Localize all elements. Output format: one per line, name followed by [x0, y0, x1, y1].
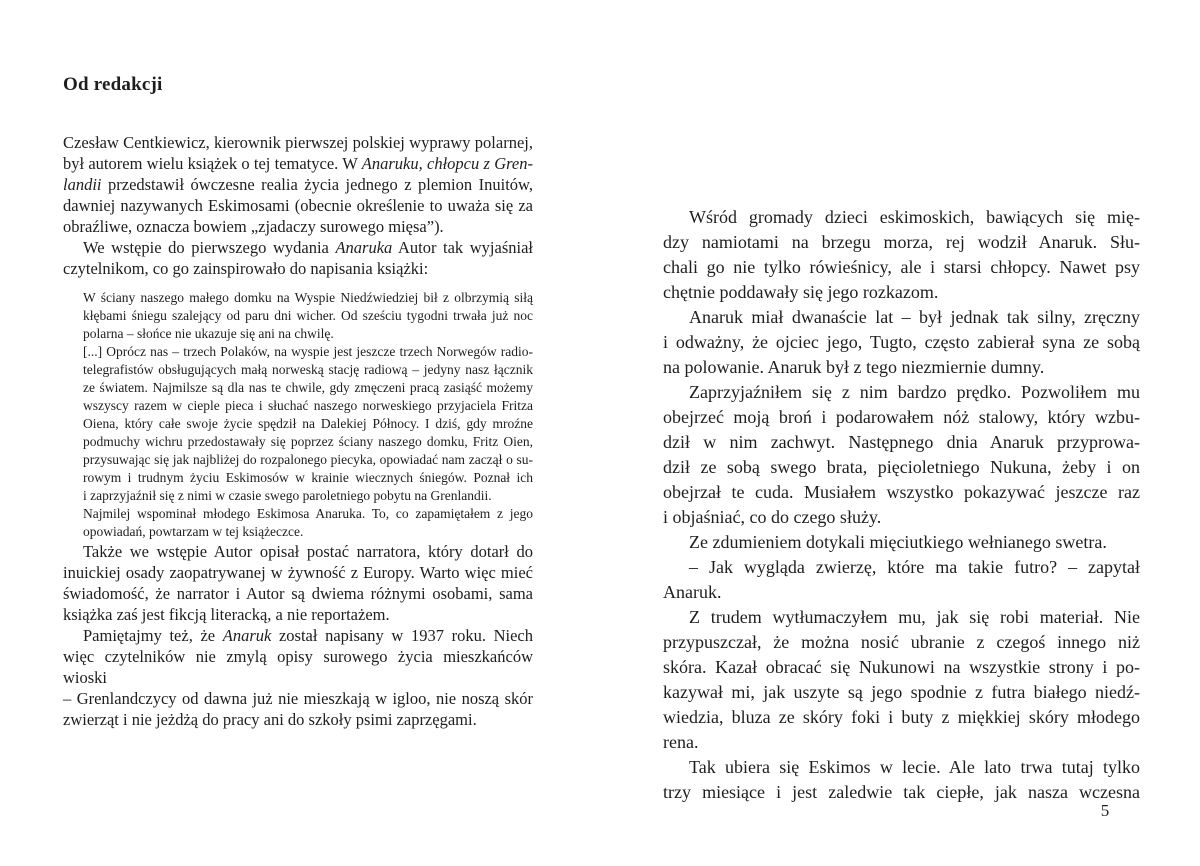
text-line: trzy miesiące i jest zaledwie tak ciepłe, jak nasza wczesna	[663, 782, 1140, 802]
text-line: przypuszczał, że można nosić ubranie z czegoś innego niż	[663, 632, 1140, 652]
text-line: rowym i trudnym życiu Eskimosów w krainie wiecznych śniegów. Poznał ich	[83, 470, 533, 485]
text-line: chali go nie tylko rówieśnicy, ale i starsi chłopcy. Nawet psy	[663, 257, 1140, 277]
paragraph	[83, 343, 533, 505]
text-line: dził w nim zachwyt. Następnego dnia Anaruk przyprowa-	[663, 432, 1140, 452]
paragraph	[83, 505, 533, 541]
text-line: telegrafistów obsługujących małą norweską stację radiową – jedyny nasz łącznik	[83, 362, 533, 377]
text-line: obraźliwe, oznacza bowiem „zjadaczy surowego mięsa”).	[63, 217, 444, 236]
paragraph	[63, 237, 533, 279]
left-intro-paragraphs	[63, 132, 533, 279]
text-line: Oiena, który całe swoje życie spędził na Dalekiej Północy. I dziś, gdy mroźne	[83, 416, 533, 431]
text-line: [...] Oprócz nas – trzech Polaków, na wyspie jest jeszcze trzech Norwegów radio-	[83, 344, 533, 359]
text-line: dził ze sobą swego brata, pięcioletniego Nukuna, żeby i on	[663, 457, 1140, 477]
text-line: wiedzia, bluza ze skóry foki i buty z miękkiej skóry młodego	[663, 707, 1140, 727]
text-line: i objaśniać, co do czego służy.	[663, 507, 882, 527]
text-line: Także we wstępie Autor opisał postać narratora, który dotarł do	[83, 542, 533, 561]
text-line: chętnie poddawały się jego rozkazom.	[663, 282, 939, 302]
paragraph	[63, 132, 533, 237]
story-paragraphs	[663, 205, 1140, 805]
section-heading: Od redakcji	[63, 74, 163, 95]
text-line: kazywał mi, jak uszyte są jego spodnie z futra białego niedź-	[663, 682, 1140, 702]
text-line: książka zaś jest fikcją literacką, a nie reportażem.	[63, 605, 390, 624]
text-line: i zaprzyjaźnił się z nimi w czasie swego paroletniego pobytu na Grenlandii.	[83, 488, 492, 503]
text-line: zwierząt i nie jeżdżą do pracy ani do szkoły psimi zaprzęgami.	[63, 710, 477, 729]
text-line: i odważny, że ojciec jego, Tugto, często zabierał syna ze sobą	[663, 332, 1140, 352]
text-line: podmuchy wichru przedostawały się poprzez ściany naszego domku, Fritz Oien,	[83, 434, 533, 449]
text-line: Najmilej wspominał młodego Eskimosa Anaruka. To, co zapamiętałem z jego	[83, 506, 533, 521]
paragraph	[663, 205, 1140, 305]
text-line: landii przedstawił ówczesne realia życia jednego z plemion Inuitów,	[63, 175, 533, 194]
text-line: dawniej nazywanych Eskimosami (obecnie określenie to uważa się za	[63, 196, 533, 215]
text-line: Z trudem wytłumaczyłem mu, jak się robi materiał. Nie	[689, 607, 1140, 627]
text-line: przysuwając się jak najbliżej do rozpalonego piecyka, opowiadać nam zaczął o su-	[83, 452, 533, 467]
text-line: W ściany naszego małego domku na Wyspie Niedźwiedziej bił z olbrzymią siłą	[83, 290, 533, 305]
paragraph	[663, 755, 1140, 805]
right-page	[663, 205, 1140, 805]
paragraph	[63, 625, 533, 730]
text-line: Tak ubiera się Eskimos w lecie. Ale lato trwa tutaj tylko	[689, 757, 1140, 777]
paragraph	[663, 555, 1140, 605]
text-line: opowiadań, powtarzam w tej książeczce.	[83, 524, 304, 539]
text-line: Wśród gromady dzieci eskimoskich, bawiących się mię-	[689, 207, 1140, 227]
text-line: We wstępie do pierwszego wydania Anaruka Autor tak wyjaśniał	[83, 238, 533, 257]
paragraph	[663, 380, 1140, 530]
text-line: Zaprzyjaźniłem się z nim bardzo prędko. Pozwoliłem mu	[689, 382, 1140, 402]
text-line: Pamiętajmy też, że Anaruk został napisany w 1937 roku. Niech	[83, 626, 533, 645]
text-line: ze światem. Najmilsze są dla nas te chwile, gdy zmęczeni pracą zasiąść możemy	[83, 380, 533, 395]
text-line: czytelnikom, co go zainspirowało do napisania książki:	[63, 259, 429, 278]
text-line: inuickiej osady zaopatrywanej w żywność z Europy. Warto więc mieć	[63, 563, 533, 582]
text-line: na polowanie. Anaruk był z tego niezmiernie dumny.	[663, 357, 1045, 377]
paragraph	[663, 530, 1140, 555]
paragraph	[663, 305, 1140, 380]
text-line: Ze zdumieniem dotykali mięciutkiego wełnianego swetra.	[689, 532, 1107, 552]
text-line: – Grenlandczycy od dawna już nie mieszkają w igloo, nie noszą skór	[63, 689, 533, 708]
text-line: więc czytelników nie zmylą opisy surowego życia mieszkańców wioski	[63, 647, 533, 687]
page-number: 5	[1100, 801, 1110, 820]
text-line: kłębami śniegu szalejący od paru dni wicher. Od sześciu tygodni trwała już noc	[83, 308, 533, 323]
text-line: Czesław Centkiewicz, kierownik pierwszej polskiej wyprawy polarnej,	[63, 133, 533, 152]
text-line: polarna – słońce nie ukazuje się ani na chwilę.	[83, 326, 334, 341]
text-line: Anaruk miał dwanaście lat – był jednak tak silny, zręczny	[689, 307, 1140, 327]
text-line: był autorem wielu książek o tej tematyce. W Anaruku, chłopcu z Gren-	[63, 154, 533, 173]
paragraph	[63, 541, 533, 625]
text-line: obejrzeć moją broń i podarowałem nóż stalowy, który wzbu-	[663, 407, 1140, 427]
left-closing-paragraphs	[63, 541, 533, 730]
text-line: – Jak wygląda zwierzę, które ma takie futro? – zapytał	[689, 557, 1140, 577]
text-line: wszyscy razem w cieple pieca i słuchać naszego norweskiego przyjaciela Fritza	[83, 398, 533, 413]
text-line: obejrzał te cuda. Musiałem wszystko pokazywać jeszcze raz	[663, 482, 1140, 502]
paragraph	[83, 289, 533, 343]
text-line: świadomość, że narrator i Autor są dwiema różnymi osobami, sama	[63, 584, 533, 603]
author-quote-block	[83, 289, 533, 541]
text-line: skóra. Kazał obracać się Nukunowi na wszystkie strony i po-	[663, 657, 1140, 677]
text-line: Anaruk.	[663, 582, 722, 602]
text-line: rena.	[663, 732, 699, 752]
left-page	[63, 74, 533, 730]
paragraph	[663, 605, 1140, 755]
text-line: dzy namiotami na brzegu morza, rej wodził Anaruk. Słu-	[663, 232, 1140, 252]
